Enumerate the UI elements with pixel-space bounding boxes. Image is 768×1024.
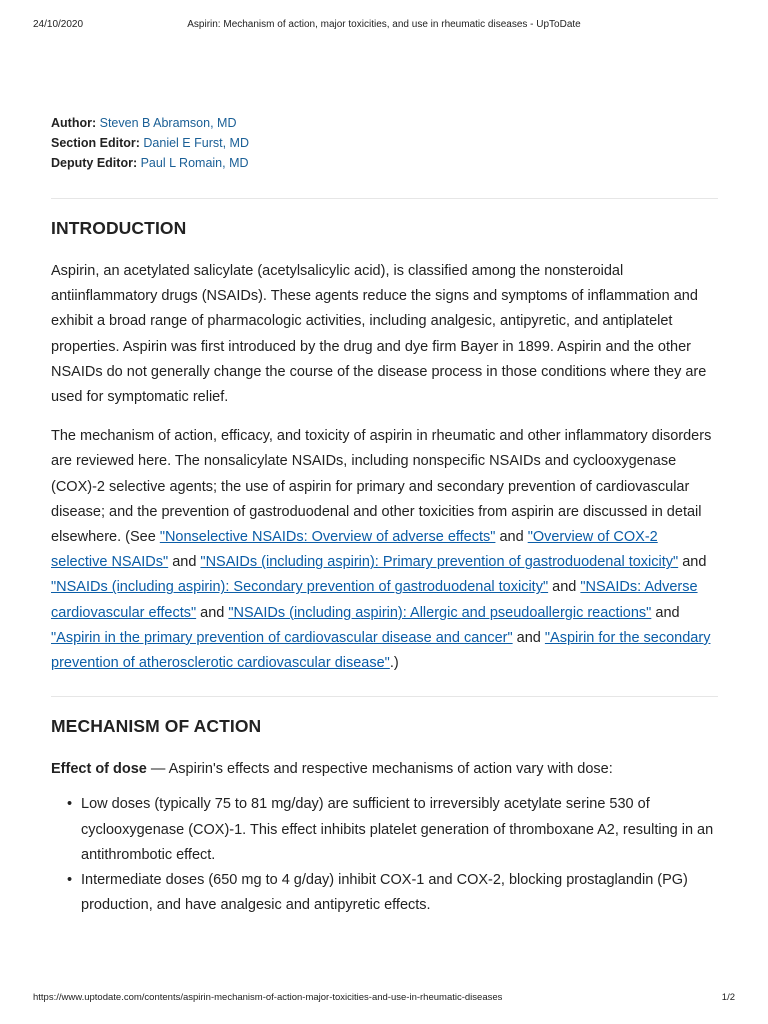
effect-of-dose-paragraph	[51, 757, 718, 782]
link-allergic-reactions[interactable]: "NSAIDs (including aspirin): Allergic and pseudoallergic reactions"	[228, 604, 652, 621]
bullet-icon: •	[67, 872, 73, 889]
author-label: Author:	[51, 116, 97, 130]
conjunction-and: and	[682, 554, 707, 571]
link-secondary-prevention-gi[interactable]: "NSAIDs (including aspirin): Secondary prevention of gastroduodenal toxicity"	[51, 579, 549, 596]
section-editor-label: Section Editor:	[51, 136, 140, 150]
list-item-text: Intermediate doses (650 mg to 4 g/day) inhibit COX-1 and COX-2, blocking prostaglandin (PG) production, and have analgesic and antipyretic effects.	[81, 872, 688, 914]
closing-parenthesis: .)	[389, 655, 399, 672]
list-item	[67, 792, 718, 868]
effect-of-dose-subheading: Effect of dose	[51, 761, 147, 778]
list-item-text: Low doses (typically 75 to 81 mg/day) are sufficient to irreversibly acetylate serine 530 of cyclooxygenase (COX)-1. This effect inhibits platelet generation of thromboxane A2, resulting in an antithrombotic effect.	[81, 796, 714, 863]
section-editor-name-link[interactable]: Daniel E Furst, MD	[143, 136, 249, 150]
print-page-title: Aspirin: Mechanism of action, major toxicities, and use in rheumatic diseases - UpToDate	[187, 19, 581, 30]
conjunction-and: and	[552, 579, 577, 596]
conjunction-and: and	[172, 554, 197, 571]
link-cox2-selective-nsaids[interactable]: "Overview of COX-2 selective NSAIDs"	[51, 529, 658, 571]
link-nonselective-nsaids[interactable]: "Nonselective NSAIDs: Overview of adverse effects"	[159, 529, 496, 546]
dose-effects-list	[51, 792, 718, 918]
effect-of-dose-text: — Aspirin's effects and respective mechanisms of action vary with dose:	[146, 761, 613, 778]
print-page-number: 1/2	[721, 992, 735, 1003]
article-content	[51, 113, 718, 918]
print-url: https://www.uptodate.com/contents/aspirin-mechanism-of-action-major-toxicities-and-use-in-rheumatic-diseases	[33, 992, 503, 1003]
intro-paragraph-2-text: The mechanism of action, efficacy, and toxicity of aspirin in rheumatic and other inflammatory disorders are reviewed here. The nonsalicylate NSAIDs, including nonspecific NSAIDs and cyclooxygenase (COX)-2 selective agents; the use of aspirin for primary and secondary prevention of cardiovascular disease; and the prevention of gastroduodenal and other toxicities from aspirin are discussed in detail elsewhere. (See	[51, 428, 712, 546]
link-aspirin-primary-prevention-cvd[interactable]: "Aspirin in the primary prevention of cardiovascular disease and cancer"	[51, 629, 513, 646]
author-row	[51, 113, 718, 133]
divider	[51, 198, 718, 199]
deputy-editor-name-link[interactable]: Paul L Romain, MD	[140, 156, 249, 170]
conjunction-and: and	[655, 604, 680, 621]
divider	[51, 696, 718, 697]
author-byline	[51, 113, 718, 173]
author-name-link[interactable]: Steven B Abramson, MD	[99, 116, 237, 130]
intro-paragraph-1: Aspirin, an acetylated salicylate (acetylsalicylic acid), is classified among the nonsteroidal antiinflammatory drugs (NSAIDs). These agents reduce the signs and symptoms of inflammation and exhibit a broad range of pharmacologic activities, including analgesic, antipyretic, and antiplatelet properties. Aspirin was first introduced by the drug and dye firm Bayer in 1899. Aspirin and the other NSAIDs do not generally change the course of the disease process in those conditions where they are used for symptomatic relief.	[51, 263, 707, 406]
conjunction-and: and	[516, 629, 541, 646]
conjunction-and: and	[499, 529, 524, 546]
section-heading-mechanism: MECHANISM OF ACTION	[51, 716, 262, 737]
bullet-icon: •	[67, 796, 73, 813]
deputy-editor-label: Deputy Editor:	[51, 156, 138, 170]
print-date: 24/10/2020	[33, 19, 84, 30]
link-aspirin-secondary-prevention[interactable]: "Aspirin for the secondary prevention of atherosclerotic cardiovascular disease"	[51, 629, 711, 672]
deputy-editor-row	[51, 153, 718, 173]
link-nsaids-cardiovascular[interactable]: "NSAIDs: Adverse cardiovascular effects"	[51, 579, 698, 621]
conjunction-and: and	[200, 604, 225, 621]
link-primary-prevention-gi[interactable]: "NSAIDs (including aspirin): Primary prevention of gastroduodenal toxicity"	[200, 554, 679, 571]
intro-paragraph-2	[51, 424, 718, 676]
list-item	[67, 868, 718, 918]
section-heading-introduction: INTRODUCTION	[51, 218, 187, 238]
section-editor-row	[51, 133, 718, 153]
